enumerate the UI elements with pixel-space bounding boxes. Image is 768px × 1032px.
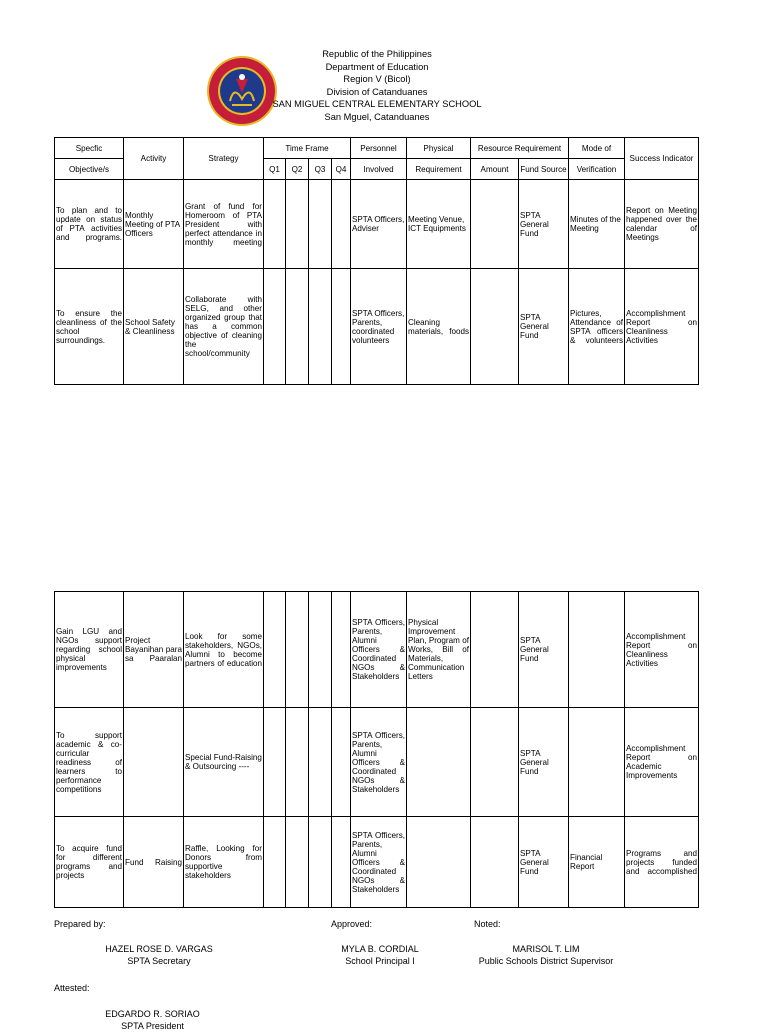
cell-activity: Monthly Meeting of PTA Officers [124,180,184,269]
cell-success: Accomplishment Report on Academic Improvements [625,708,699,817]
cell-physical [407,817,471,908]
col-strategy: Strategy [184,138,264,180]
cell-fund: SPTA General Fund [519,180,569,269]
cell-amount [471,708,519,817]
header-line: Republic of the Philippines [322,49,432,59]
header-line: Division of Catanduanes [326,86,428,97]
cell-objective: Gain LGU and NGOs support regarding school physical improvements [55,592,124,708]
col-personnel: Personnel [351,138,407,159]
cell-amount [471,817,519,908]
attested-label: Attested: [54,983,90,993]
cell-fund: SPTA General Fund [519,269,569,385]
table-row [55,269,699,385]
cell-success: Accomplishment Report on Cleanliness Activities [625,592,699,708]
col-q1: Q1 [264,159,286,180]
cell-success: Accomplishment Report on Cleanliness Activities [625,269,699,385]
header-line: San Mguel, Catanduanes [324,111,430,122]
cell-personnel: SPTA Officers, Adviser [351,180,407,269]
header-line: Department of Education [325,61,429,72]
cell-objective: To acquire fund for different programs and projects [55,817,124,908]
noted-label: Noted: [474,919,501,929]
prepared-by-label: Prepared by: [54,919,106,929]
col-activity: Activity [124,138,184,180]
signatory-name: MARISOL T. LIM [512,944,580,954]
noted-signatory [466,943,626,967]
signatory-name: EDGARDO R. SORIAO [105,1009,200,1019]
col-personnel-2: Involved [351,159,407,180]
cell-personnel: SPTA Officers, Parents, Alumni Officers & Coordinated NGOs & Stakeholders [351,708,407,817]
table-row [55,180,699,269]
cell-physical: Meeting Venue, ICT Equipments [407,180,471,269]
col-mode: Mode of [569,138,625,159]
approved-signatory [305,943,455,967]
school-name: SAN MIGUEL CENTRAL ELEMENTARY SCHOOL [272,99,482,110]
cell-personnel: SPTA Officers, Parents, Alumni Officers & Coordinated NGOs & Stakeholders [351,592,407,708]
col-time-frame: Time Frame [264,138,351,159]
cell-strategy: Collaborate with SELG, and other organized group that has a common objective of cleaning the school/community [184,269,264,385]
action-plan-table [54,137,699,385]
col-success: Success Indicator [625,138,699,180]
cell-personnel: SPTA Officers, Parents, Alumni Officers & Coordinated NGOs & Stakeholders [351,817,407,908]
cell-physical: Cleaning materials, foods [407,269,471,385]
cell-physical [407,708,471,817]
table-row [55,708,699,817]
signatory-title: SPTA Secretary [127,956,191,966]
cell-mode [569,708,625,817]
cell-objective: To plan and to update on status of PTA activities and programs. [55,180,124,269]
cell-strategy: Special Fund-Raising & Outsourcing ---- [184,708,264,817]
signatory-title: Public Schools District Supervisor [478,956,614,966]
cell-personnel: SPTA Officers, Parents, coordinated volunteers [351,269,407,385]
cell-mode: Financial Report [569,817,625,908]
col-q3: Q3 [309,159,332,180]
table-row [55,817,699,908]
action-plan-table-continued [54,591,699,908]
col-objectives-2: Objective/s [55,159,124,180]
cell-success: Report on Meeting happened over the calendar of Meetings [625,180,699,269]
cell-activity: School Safety & Cleanliness [124,269,184,385]
cell-strategy: Look for some stakeholders, NGOs, Alumni to become partners of education [184,592,264,708]
signatory-title: School Principal I [345,956,415,966]
col-objectives: Specfic [55,138,124,159]
cell-activity: Project Bayanihan para sa Paaralan [124,592,184,708]
col-fund-source: Fund Source [519,159,569,180]
cell-amount [471,269,519,385]
col-physical-2: Requirement [407,159,471,180]
cell-activity: Fund Raising [124,817,184,908]
col-mode-2: Verification [569,159,625,180]
cell-fund: SPTA General Fund [519,817,569,908]
signatory-title: SPTA President [121,1021,184,1031]
cell-physical: Physical Improvement Plan, Program of Works, Bill of Materials, Communication Letters [407,592,471,708]
table-row [55,592,699,708]
cell-success: Programs and projects funded and accomplished [625,817,699,908]
col-physical: Physical [407,138,471,159]
col-amount: Amount [471,159,519,180]
col-q4: Q4 [332,159,351,180]
cell-mode [569,592,625,708]
signatory-name: HAZEL ROSE D. VARGAS [105,944,213,954]
cell-activity [124,708,184,817]
cell-objective: To ensure the cleanliness of the school surroundings. [55,269,124,385]
document-header [250,48,504,124]
prepared-signatory [84,943,234,967]
cell-mode: Minutes of the Meeting [569,180,625,269]
cell-strategy: Grant of fund for Homeroom of PTA President with perfect attendance in monthly meeting [184,180,264,269]
col-resource: Resource Requirement [471,138,569,159]
signatory-name: MYLA B. CORDIAL [341,944,419,954]
cell-strategy: Raffle, Looking for Donors from supportive stakeholders [184,817,264,908]
cell-fund: SPTA General Fund [519,708,569,817]
cell-amount [471,180,519,269]
cell-objective: To support academic & co-curricular readiness of learners to performance competitions [55,708,124,817]
cell-mode: Pictures, Attendance of SPTA officers & volunteers [569,269,625,385]
cell-amount [471,592,519,708]
col-q2: Q2 [286,159,309,180]
approved-label: Approved: [331,919,373,929]
header-line: Region V (Bicol) [343,74,411,85]
cell-fund: SPTA General Fund [519,592,569,708]
attested-signatory [80,1008,225,1032]
